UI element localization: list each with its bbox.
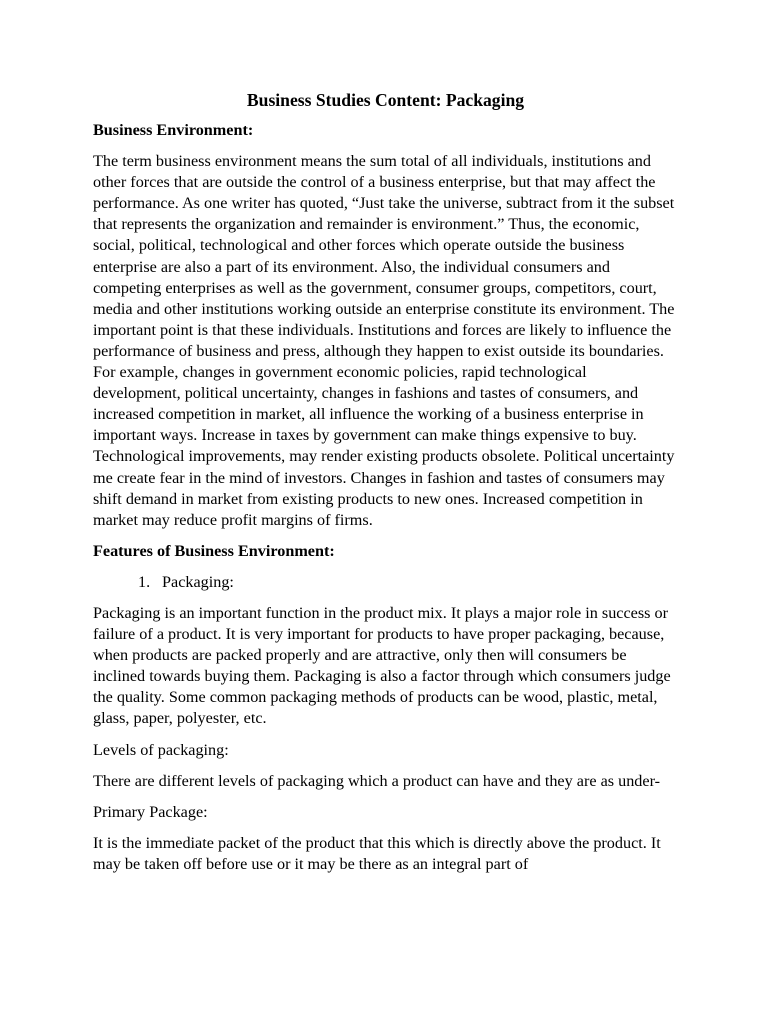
section-heading-business-environment: Business Environment: [93, 121, 254, 139]
primary-package-label: Primary Package: [93, 802, 208, 821]
section-heading-features: Features of Business Environment: [93, 541, 335, 560]
primary-package-paragraph: It is the immediate packet of the product that this which is directly above the product. It may be taken off before use or it may be there as an integral part of [93, 833, 661, 873]
document-content [93, 88, 678, 885]
document-title: Business Studies Content: Packaging [246, 90, 525, 110]
levels-of-packaging-label: Levels of packaging: [93, 740, 229, 759]
list-item-number: 1. [138, 572, 151, 591]
list-item-label: Packaging: [162, 572, 234, 591]
levels-of-packaging-paragraph: There are different levels of packaging which a product can have and they are as under- [93, 771, 661, 790]
business-environment-paragraph: The term business environment means the sum total of all individuals, institutions and other forces that are outside the control of a business enterprise, but that may affect the performance. As one writer has quoted, “Just take the universe, subtract from it the subset that represents the organization and remainder is environment.” Thus, the economic, social, political, technological and other forces which operate outside the business enterprise are also a part of its environment. Also, the individual consumers and competing enterprises as well as the government, consumer groups, competitors, court, media and other institutions working outside an enterprise constitute its environment. The important point is that these individuals. Institutions and forces are likely to influence the performance of business and press, although they happen to exist outside its boundaries. For example, changes in government economic policies, rapid technological development, political uncertainty, changes in fashions and tastes of consumers, and increased competition in market, all influence the working of a business enterprise in important ways. Increase in taxes by government can make things expensive to buy. Technological improvements, may render existing products obsolete. Political uncertainty me create fear in the mind of investors. Changes in fashion and tastes of consumers may shift demand in market from existing products to new ones. Increased competition in market may reduce profit margins of firms. [93, 152, 675, 529]
packaging-paragraph: Packaging is an important function in the product mix. It plays a major role in success or failure of a product. It is very important for products to have proper packaging, because, when products are packed properly and are attractive, only then will consumers be inclined towards buying them. Packaging is also a factor through which consumers judge the quality. Some common packaging methods of products can be wood, plastic, metal, glass, paper, polyester, etc. [93, 603, 671, 728]
list-item-packaging [93, 572, 678, 593]
